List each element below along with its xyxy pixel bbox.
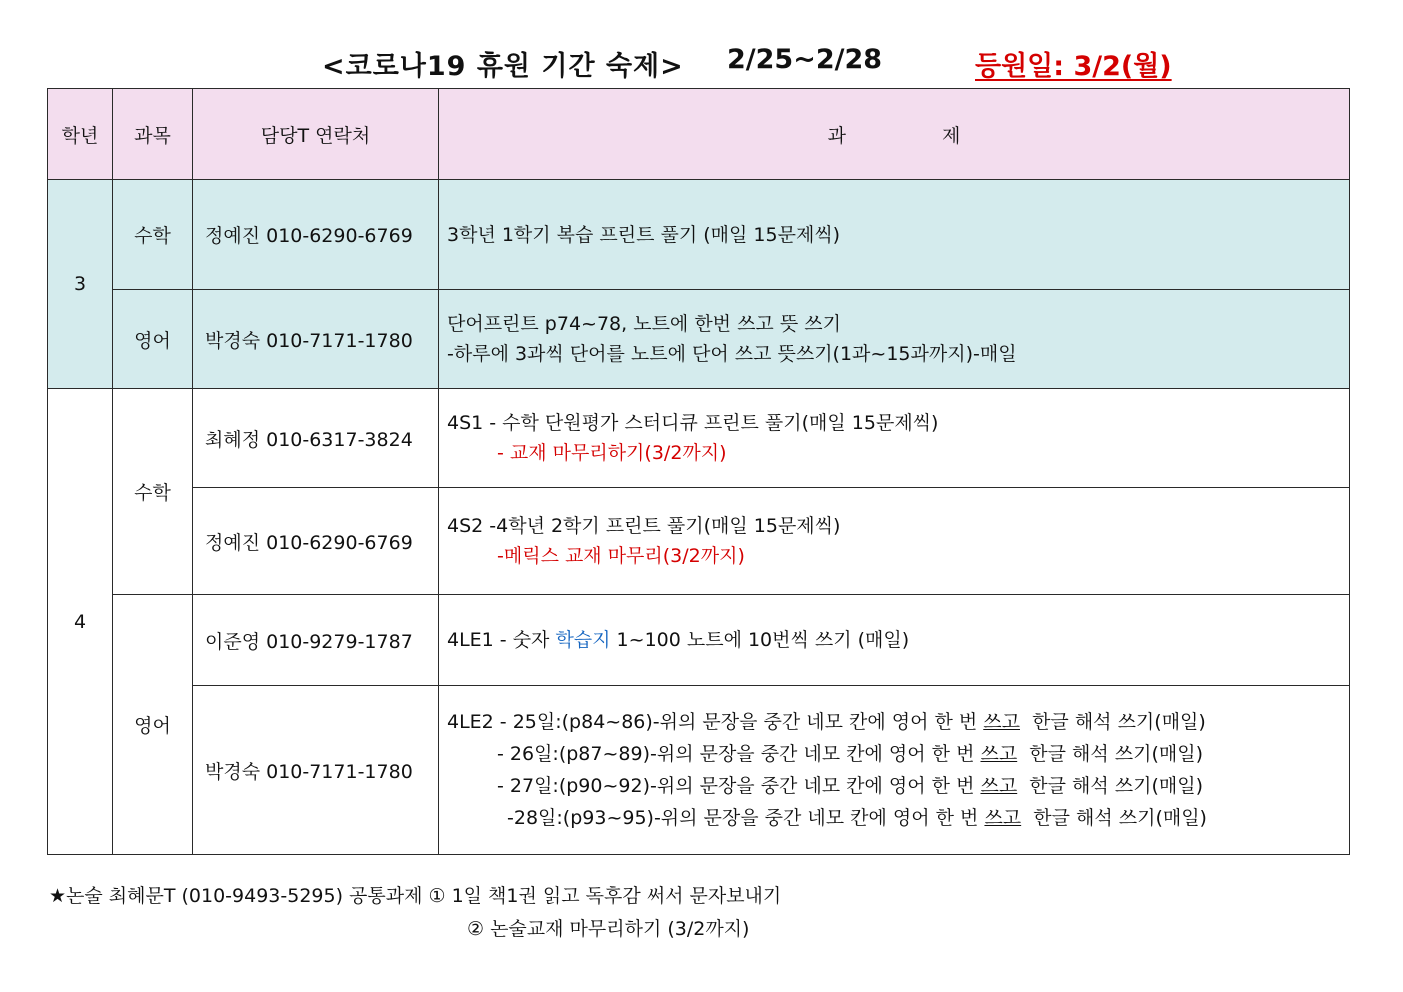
task-text: 1~100 노트에 10번씩 쓰기 (매일) xyxy=(610,629,910,651)
task-underline: 쓰고 xyxy=(983,711,1020,733)
task-line: 4S2 -4학년 2학기 프린트 풀기(매일 15문제씩) xyxy=(447,515,841,537)
grade-cell-3: 3 xyxy=(48,180,113,389)
table-row xyxy=(48,686,1350,855)
task-line: 4S1 - 수학 단원평가 스터디큐 프린트 풀기(매일 15문제씩) xyxy=(447,412,939,434)
subject-cell: 수학 xyxy=(113,180,193,290)
task-line xyxy=(447,770,1349,802)
teacher-cell: 정예진 010-6290-6769 xyxy=(193,488,439,595)
task-text: 한글 해석 쓰기(매일) xyxy=(1020,711,1206,733)
task-text: -28일:(p93~95)-위의 문장을 중간 네모 칸에 영어 한 번 xyxy=(507,807,985,829)
title-main: <코로나19 휴원 기간 숙제> xyxy=(322,51,684,82)
table-header-row xyxy=(48,89,1350,180)
teacher-cell: 최혜정 010-6317-3824 xyxy=(193,389,439,488)
homework-table xyxy=(47,88,1350,855)
essay-note xyxy=(49,880,781,946)
header-task xyxy=(439,89,1350,180)
header-subject: 과목 xyxy=(113,89,193,180)
teacher-cell: 정예진 010-6290-6769 xyxy=(193,180,439,290)
subject-cell: 영어 xyxy=(113,595,193,855)
document-title xyxy=(0,38,1403,86)
teacher-cell: 박경숙 010-7171-1780 xyxy=(193,686,439,855)
task-cell xyxy=(439,686,1350,855)
header-task-b: 제 xyxy=(942,124,961,147)
header-grade: 학년 xyxy=(48,89,113,180)
task-text: 한글 해석 쓰기(매일) xyxy=(1021,807,1207,829)
task-underline: 쓰고 xyxy=(980,743,1018,765)
task-text: 4LE2 - 25일:(p84~86)-위의 문장을 중간 네모 칸에 영어 한 번 xyxy=(447,711,984,733)
task-text: - 27일:(p90~92)-위의 문장을 중간 네모 칸에 영어 한 번 xyxy=(497,775,981,797)
task-line xyxy=(447,706,1349,738)
task-line: 3학년 1학기 복습 프린트 풀기 (매일 15문제씩) xyxy=(447,223,841,246)
teacher-cell: 박경숙 010-7171-1780 xyxy=(193,290,439,389)
title-date-range: 2/25~2/28 xyxy=(727,44,883,75)
task-text: 한글 해석 쓰기(매일) xyxy=(1017,743,1204,765)
table-row xyxy=(48,595,1350,686)
table-row xyxy=(48,180,1350,290)
task-underline: 쓰고 xyxy=(984,807,1022,829)
task-line-red: - 교재 마무리하기(3/2까지) xyxy=(497,442,727,464)
table-row xyxy=(48,488,1350,595)
task-line xyxy=(447,738,1349,770)
task-line xyxy=(447,802,1349,834)
header-task-a: 과 xyxy=(827,124,846,147)
task-line: -하루에 3과씩 단어를 노트에 단어 쓰고 뜻쓰기(1과~15과까지)-매일 xyxy=(447,343,1017,365)
task-cell xyxy=(439,180,1350,290)
task-text: - 26일:(p87~89)-위의 문장을 중간 네모 칸에 영어 한 번 xyxy=(497,743,981,765)
task-text: 한글 해석 쓰기(매일) xyxy=(1017,775,1204,797)
header-teacher: 담당T 연락처 xyxy=(193,89,439,180)
essay-note-line-1: ★논술 최혜문T (010-9493-5295) 공통과제 ① 1일 책1권 읽고 독후감 써서 문자보내기 xyxy=(49,885,782,907)
table-row xyxy=(48,290,1350,389)
subject-cell: 영어 xyxy=(113,290,193,389)
task-text: 4LE1 - 숫자 xyxy=(447,629,556,651)
task-cell xyxy=(439,290,1350,389)
task-line: 단어프린트 p74~78, 노트에 한번 쓰고 뜻 쓰기 xyxy=(447,313,841,335)
task-cell xyxy=(439,595,1350,686)
task-underline: 쓰고 xyxy=(980,775,1018,797)
essay-note-line-2: ② 논술교재 마무리하기 (3/2까지) xyxy=(467,918,750,940)
grade-cell-4: 4 xyxy=(48,389,113,855)
teacher-cell: 이준영 010-9279-1787 xyxy=(193,595,439,686)
title-return-day: 등원일: 3/2(월) xyxy=(975,51,1172,82)
task-cell xyxy=(439,488,1350,595)
task-cell xyxy=(439,389,1350,488)
task-line-red: -메릭스 교재 마무리(3/2까지) xyxy=(497,545,745,567)
task-line xyxy=(447,625,1349,655)
subject-cell: 수학 xyxy=(113,389,193,595)
table-row xyxy=(48,389,1350,488)
task-highlight-blue: 학습지 xyxy=(555,629,611,651)
